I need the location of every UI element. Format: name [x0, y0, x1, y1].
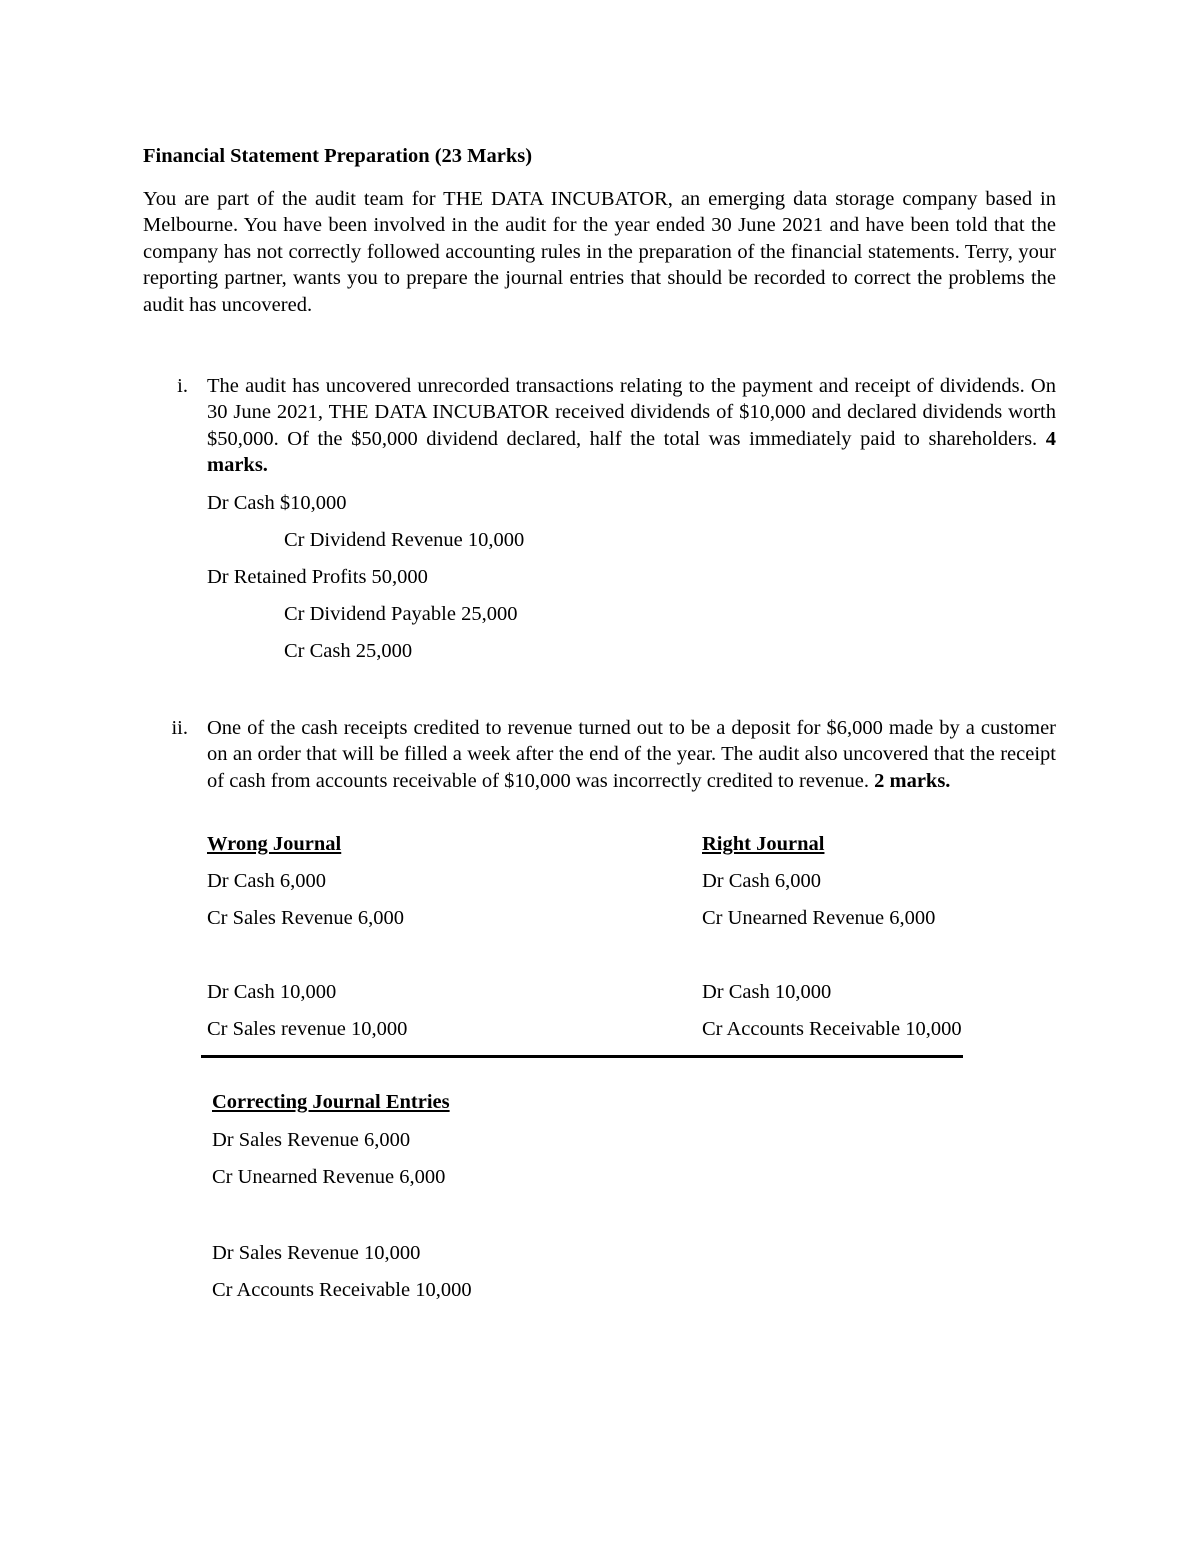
right-journal-line: Dr Cash 10,000: [702, 981, 832, 1003]
marks-label: 2 marks.: [874, 769, 951, 792]
journal-line-debit: Dr Cash $10,000: [207, 492, 347, 514]
item-description: The audit has uncovered unrecorded transactions relating to the payment and receipt of dividends. On 30 June 2021, THE DATA INCUBATOR received dividends of $10,000 and declared dividends worth $50,000. Of the $50,000 dividend declared, half the total was immediately paid to shareholders.: [207, 375, 1056, 450]
wrong-journal-line: Dr Cash 10,000: [207, 981, 337, 1003]
item-text: [207, 715, 1056, 794]
item-number: i.: [177, 375, 188, 397]
correcting-journal-line: Cr Accounts Receivable 10,000: [212, 1279, 472, 1301]
journal-line-credit: Cr Dividend Payable 25,000: [284, 603, 518, 625]
right-journal-heading: Right Journal: [702, 833, 825, 855]
wrong-journal-line: Cr Sales Revenue 6,000: [207, 907, 404, 929]
journal-line-credit: Cr Cash 25,000: [284, 640, 413, 662]
correcting-journal-heading: Correcting Journal Entries: [212, 1091, 450, 1113]
horizontal-divider: [201, 1055, 963, 1058]
journal-line-debit: Dr Retained Profits 50,000: [207, 566, 428, 588]
right-journal-line: Cr Unearned Revenue 6,000: [702, 907, 936, 929]
correcting-journal-line: Dr Sales Revenue 10,000: [212, 1242, 421, 1264]
right-journal-line: Cr Accounts Receivable 10,000: [702, 1018, 962, 1040]
right-journal-line: Dr Cash 6,000: [702, 870, 822, 892]
item-number: ii.: [171, 717, 188, 739]
wrong-journal-line: Cr Sales revenue 10,000: [207, 1018, 408, 1040]
journal-line-credit: Cr Dividend Revenue 10,000: [284, 529, 525, 551]
wrong-journal-heading: Wrong Journal: [207, 833, 342, 855]
item-description: One of the cash receipts credited to revenue turned out to be a deposit for $6,000 made by a customer on an order that will be filled a week after the end of the year. The audit also uncovered that the receipt of cash from accounts receivable of $10,000 was incorrectly credited to revenue.: [207, 717, 1056, 792]
correcting-journal-line: Cr Unearned Revenue 6,000: [212, 1166, 446, 1188]
marks-label: 4 marks.: [207, 427, 1056, 477]
intro-paragraph: You are part of the audit team for THE DATA INCUBATOR, an emerging data storage company based in Melbourne. You have been involved in the audit for the year ended 30 June 2021 and have been told that the company has not correctly followed accounting rules in the preparation of the financial statements. Terry, your reporting partner, wants you to prepare the journal entries that should be recorded to correct the problems the audit has uncovered.: [143, 188, 1056, 316]
wrong-journal-line: Dr Cash 6,000: [207, 870, 327, 892]
page-title: Financial Statement Preparation (23 Marks): [143, 145, 533, 167]
item-text: [207, 373, 1056, 479]
correcting-journal-line: Dr Sales Revenue 6,000: [212, 1129, 411, 1151]
